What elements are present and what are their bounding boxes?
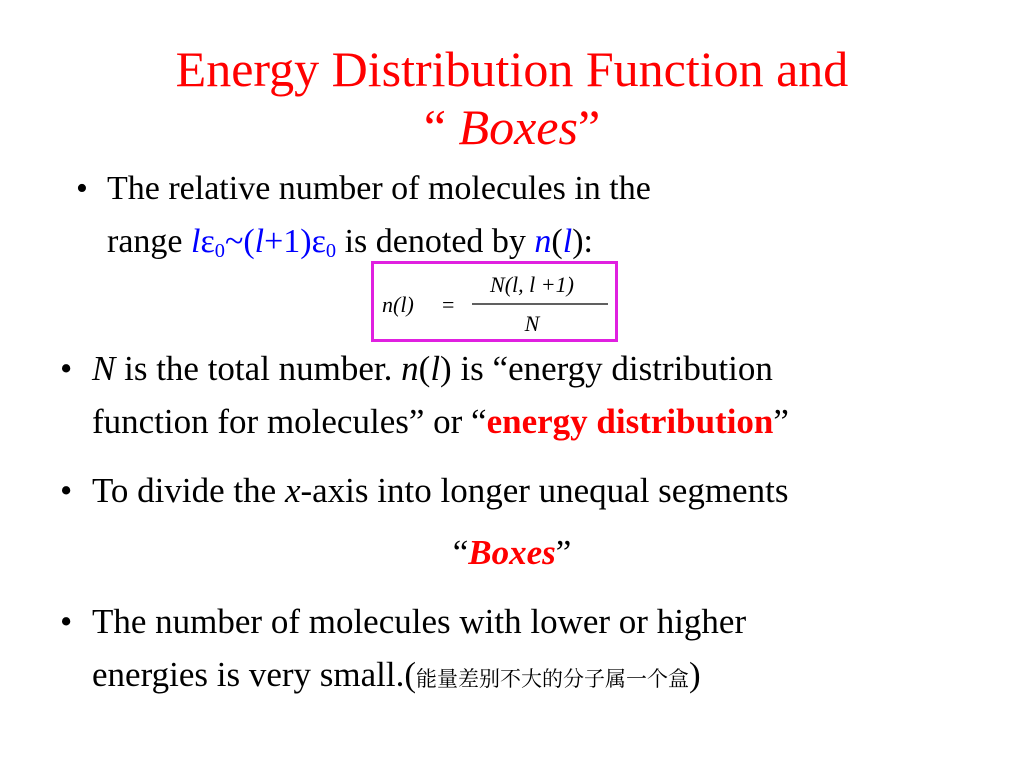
bullet2-line1: N is the total number. n(l) is “energy distribution	[92, 349, 773, 388]
boxes-title-word: Boxes	[458, 99, 578, 155]
bullet2-line2: function for molecules” or “energy distribution”	[92, 402, 789, 441]
chinese-note: 能量差别不大的分子属一个盒	[416, 667, 689, 691]
boxes-line: “Boxes”	[452, 533, 572, 572]
bullet4-line1: The number of molecules with lower or higher	[92, 602, 747, 641]
range-expression: $l\varepsilon_0\sim(l+1)\varepsilon_0$	[191, 223, 337, 263]
bullet1-line1: The relative number of molecules in the	[107, 170, 651, 207]
bullet-marker: •	[60, 349, 73, 388]
slide-title	[0, 40, 1024, 156]
formula-denominator: N	[524, 311, 540, 336]
open-quote: “	[423, 99, 459, 155]
bullet3-line1: To divide the x-axis into longer unequal segments	[92, 471, 789, 510]
n-symbol: n	[534, 223, 552, 260]
formula-lhs: n(l)	[382, 292, 414, 317]
close-quote: ”	[577, 99, 601, 155]
bullet-marker: •	[76, 170, 88, 207]
bullet-marker: •	[60, 602, 73, 641]
bullet1-line2: range $l\varepsilon_0\sim(l+1)\varepsilon_0$ is denoted by n(l):	[107, 223, 593, 263]
slide-title-line2	[0, 98, 1024, 156]
formula-box	[371, 261, 618, 342]
bullet4-line2: energies is very small.(能量差别不大的分子属一个盒)	[92, 655, 701, 694]
energy-distribution-highlight: energy distribution	[486, 402, 774, 441]
formula-equals: =	[442, 292, 455, 317]
boxes-highlight: Boxes	[468, 533, 556, 572]
slide-title-line1: Energy Distribution Function and	[175, 41, 849, 97]
bullet-marker: •	[60, 471, 73, 510]
formula-numerator: N(l, l +1)	[490, 272, 574, 297]
energy-distribution-formula	[374, 264, 615, 339]
